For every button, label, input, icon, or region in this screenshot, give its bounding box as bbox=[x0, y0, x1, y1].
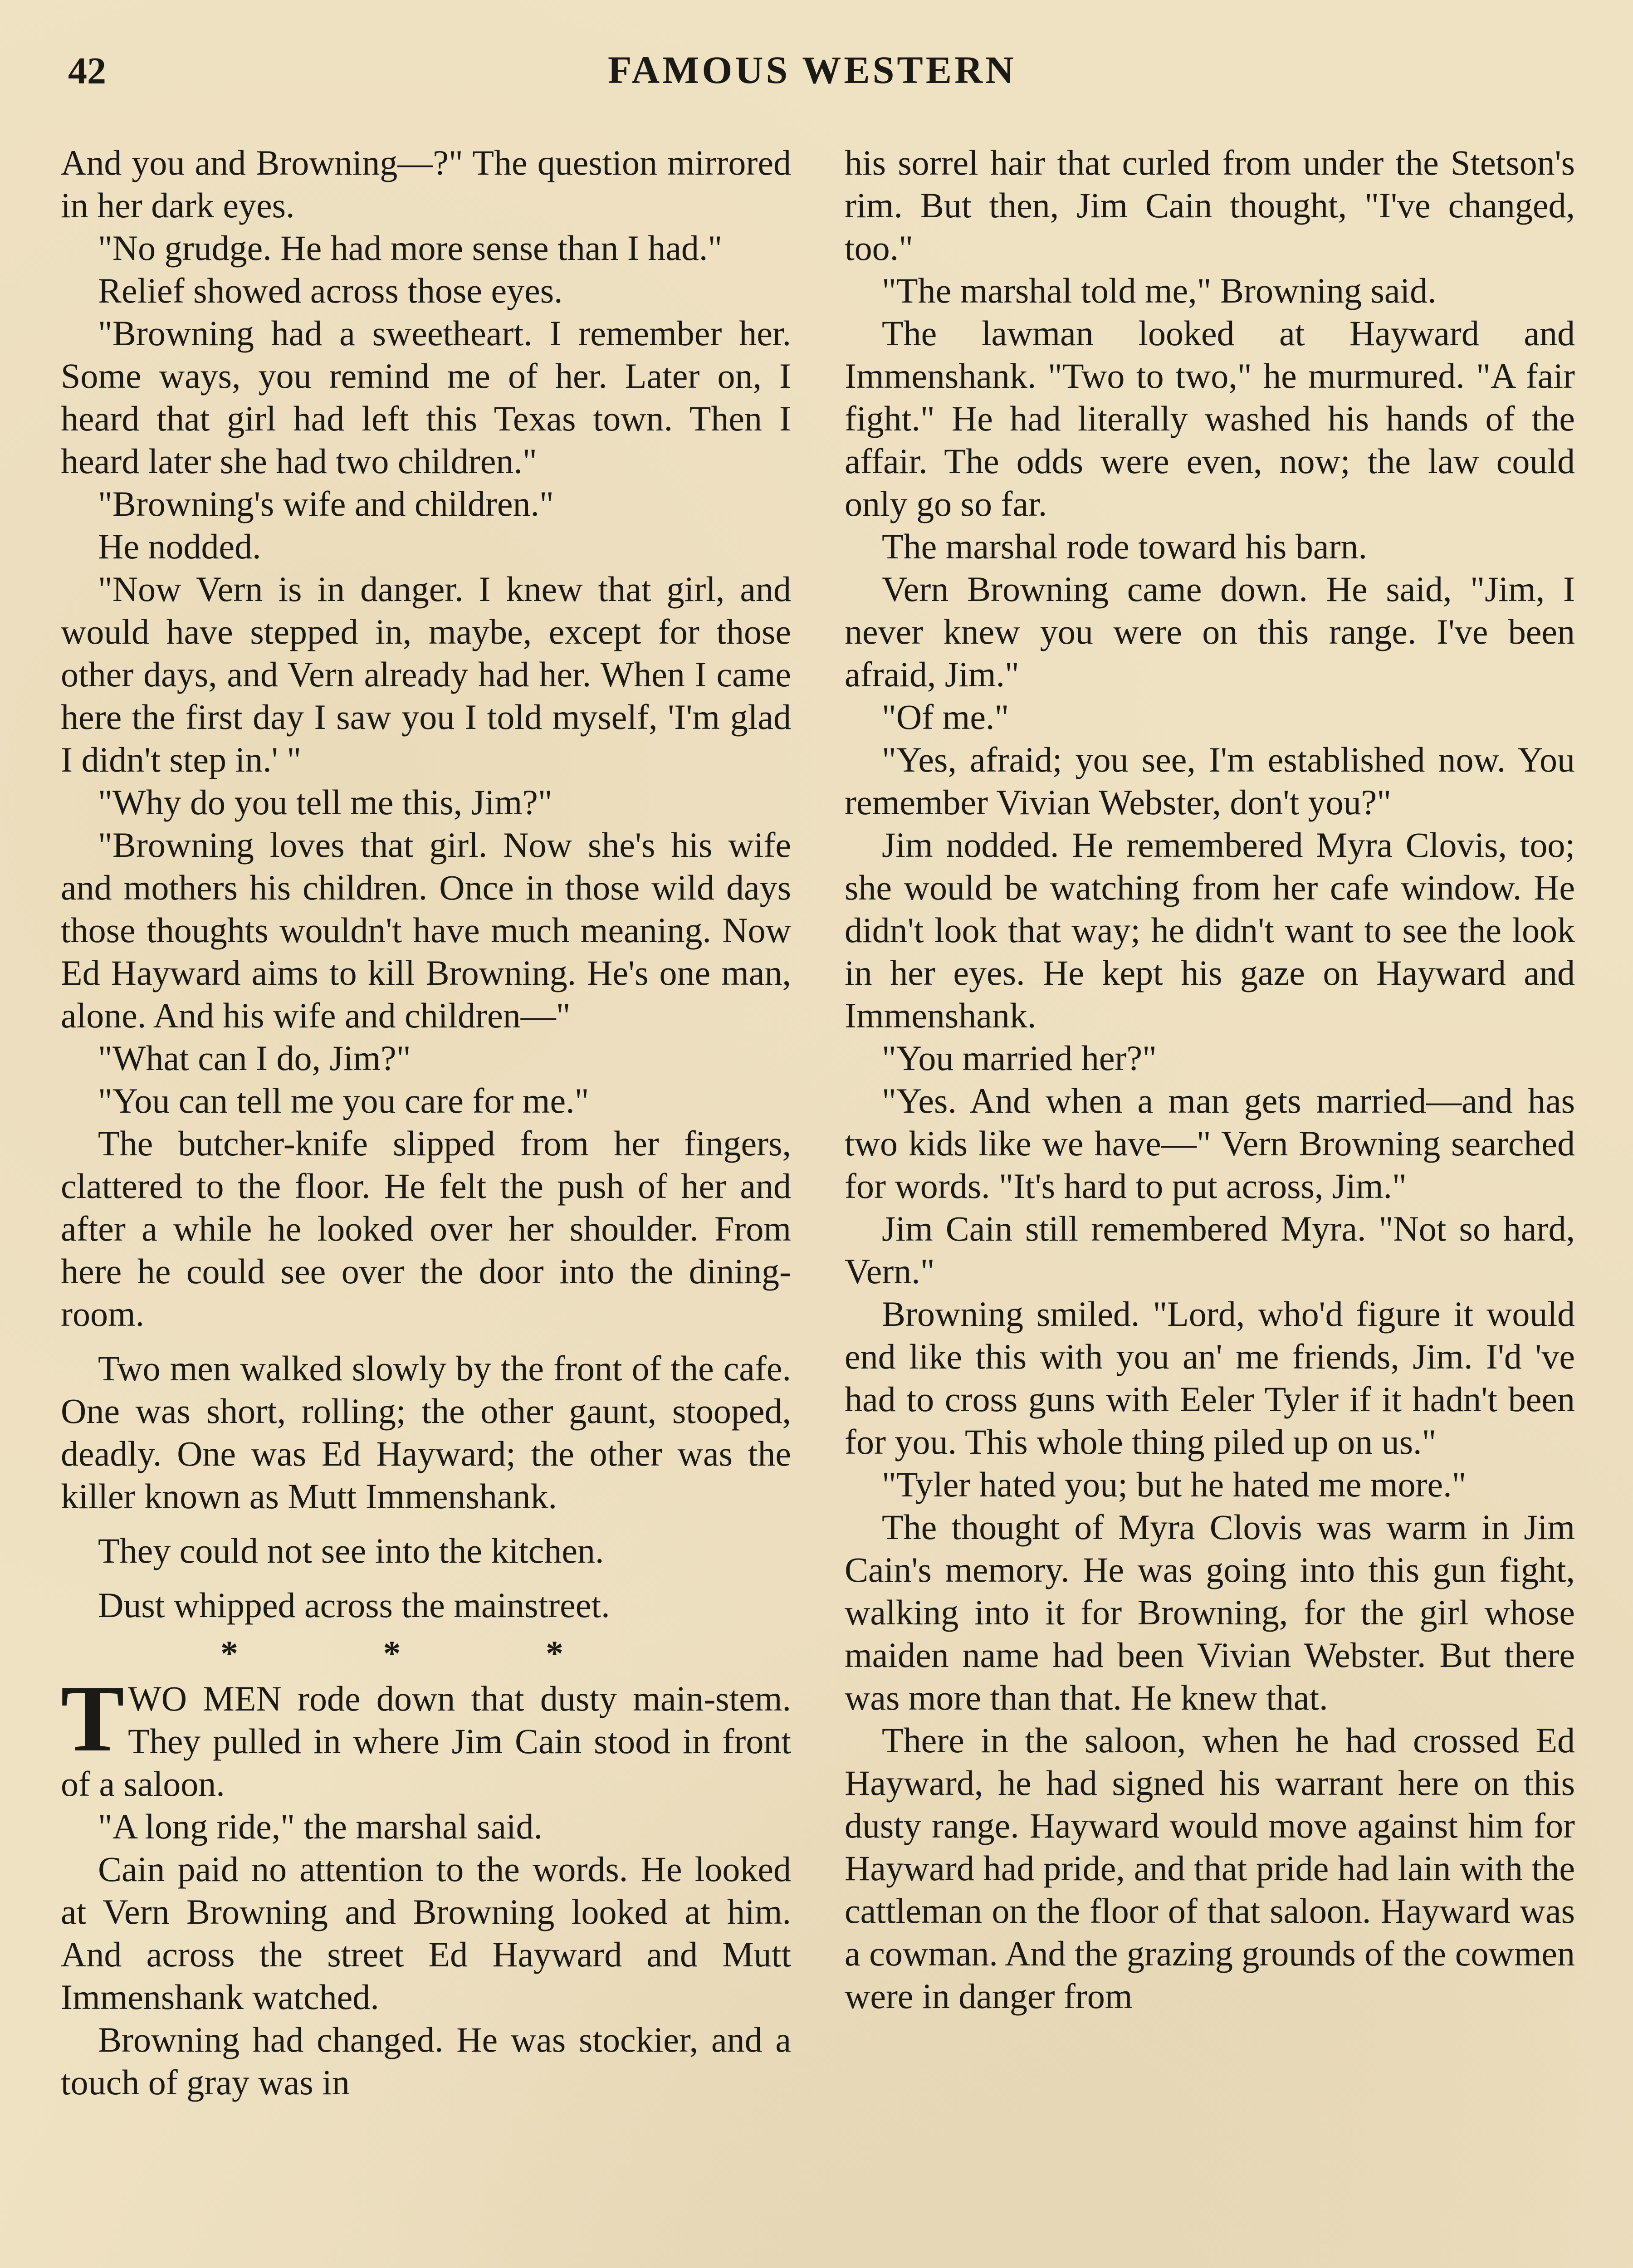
paragraph: "You can tell me you care for me." bbox=[98, 1081, 589, 1120]
paragraph: "Browning loves that girl. Now she's his wife and mothers his children. Once in those wild days those thoughts wouldn't have much meaning. Now Ed Hayward aims to kill Browning. He's one man, alone. And his wife and children—" bbox=[61, 825, 791, 1035]
page-number: 42 bbox=[68, 50, 106, 92]
paragraph: Browning smiled. "Lord, who'd figure it would end like this with you an' me friends, Jim. I'd 've had to cross guns with Eeler Tyler if it hadn't been for you. This whole thing piled up on us." bbox=[845, 1294, 1575, 1461]
paragraph: The butcher-knife slipped from her fingers, clattered to the floor. He felt the push of her and after a while he looked over her shoulder. From here he could see over the door into the dining-room. bbox=[61, 1124, 791, 1334]
paragraph: And you and Browning—?" The question mirrored in her dark eyes. bbox=[61, 143, 791, 225]
paragraph: "Why do you tell me this, Jim?" bbox=[98, 782, 552, 822]
paragraph: The lawman looked at Hayward and Immenshank. "Two to two," he murmured. "A fair fight." He had literally washed his hands of the affair. The odds were even, now; the law could only go so far. bbox=[845, 313, 1575, 523]
paragraph: "Tyler hated you; but he hated me more." bbox=[882, 1465, 1467, 1504]
paragraph: "The marshal told me," Browning said. bbox=[882, 271, 1437, 310]
paragraph: They could not see into the kitchen. bbox=[98, 1531, 604, 1570]
right-text-column bbox=[845, 142, 1575, 2268]
paragraph: his sorrel hair that curled from under the Stetson's rim. But then, Jim Cain thought, "I've changed, too." bbox=[845, 143, 1575, 268]
drop-cap-letter: T bbox=[61, 1666, 125, 1771]
paragraph: The marshal rode toward his barn. bbox=[882, 527, 1367, 566]
paragraph: Cain paid no attention to the words. He looked at Vern Browning and Browning looked at him. And across the street Ed Hayward and Mutt Immenshank watched. bbox=[61, 1849, 791, 2017]
paragraph: "A long ride," the marshal said. bbox=[98, 1807, 543, 1846]
paragraph: Browning had changed. He was stockier, and a touch of gray was in bbox=[61, 2020, 791, 2102]
paragraph: Dust whipped across the mainstreet. bbox=[98, 1585, 610, 1625]
paragraph: "Browning had a sweetheart. I remember her. Some ways, you remind me of her. Later on, I heard that girl had left this Texas town. Then I heard later she had two children." bbox=[61, 313, 791, 481]
section-break: * * * bbox=[220, 1633, 631, 1673]
dropcap-paragraph-text: WO MEN rode down that dusty main-stem. They pulled in where Jim Cain stood in front of a saloon. bbox=[61, 1679, 791, 1804]
paragraph: "Yes. And when a man gets married—and has two kids like we have—" Vern Browning searched for words. "It's hard to put across, Jim." bbox=[845, 1081, 1575, 1206]
paragraph: "Now Vern is in danger. I knew that girl, and would have stepped in, maybe, except for those other days, and Vern already had her. When I came here the first day I saw you I told myself, 'I'm glad I didn't step in.' " bbox=[61, 569, 791, 779]
paragraph: "Of me." bbox=[882, 697, 1009, 737]
paragraph: Jim Cain still remembered Myra. "Not so hard, Vern." bbox=[845, 1209, 1575, 1291]
dropcap-paragraph bbox=[61, 1666, 791, 1805]
paragraph: "You married her?" bbox=[882, 1038, 1157, 1078]
left-text-column bbox=[61, 142, 791, 2268]
paragraph: "What can I do, Jim?" bbox=[98, 1038, 411, 1078]
paragraph: He nodded. bbox=[98, 527, 261, 566]
paragraph: Vern Browning came down. He said, "Jim, I never knew you were on this range. I've been afraid, Jim." bbox=[845, 569, 1575, 694]
paragraph: The thought of Myra Clovis was warm in Jim Cain's memory. He was going into this gun fight, walking into it for Browning, for the girl whose maiden name had been Vivian Webster. But there was more than that. He knew that. bbox=[845, 1507, 1575, 1717]
running-head-title: FAMOUS WESTERN bbox=[608, 48, 1017, 92]
paragraph: Jim nodded. He remembered Myra Clovis, too; she would be watching from her cafe window. He didn't look that way; he didn't want to see the look in her eyes. He kept his gaze on Hayward and Immenshank. bbox=[845, 825, 1575, 1035]
paragraph: Relief showed across those eyes. bbox=[98, 271, 563, 310]
paragraph: "Yes, afraid; you see, I'm established now. You remember Vivian Webster, don't you?" bbox=[845, 740, 1575, 822]
paragraph: Two men walked slowly by the front of the cafe. One was short, rolling; the other gaunt, stooped, deadly. One was Ed Hayward; the other was the killer known as Mutt Immenshank. bbox=[61, 1349, 791, 1516]
paragraph: There in the saloon, when he had crossed Ed Hayward, he had signed his warrant here on this dusty range. Hayward would move against him for Hayward had pride, and that pride had lain with the cattleman on the floor of that saloon. Hayward was a cowman. And the grazing grounds of the cowmen were in danger from bbox=[845, 1721, 1575, 2016]
paragraph: "No grudge. He had more sense than I had." bbox=[98, 228, 723, 268]
paragraph: "Browning's wife and children." bbox=[98, 484, 554, 523]
